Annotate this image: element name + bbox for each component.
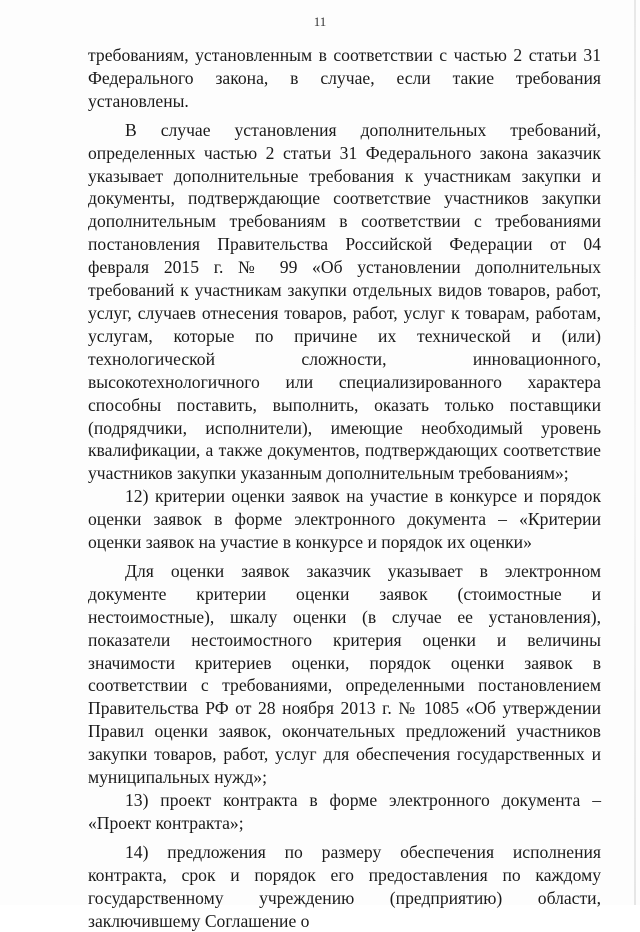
paragraph-item-12: 12) критерии оценки заявок на участие в конкурсе и порядок оценки заявок в форме электронного документа – «Критерии оценки заявок на участие в конкурсе и порядок их оценки»	[88, 486, 601, 553]
page-number: 11	[313, 14, 327, 29]
paragraph-item-13: 13) проект контракта в форме электронного документа – «Проект контракта»;	[88, 790, 601, 833]
paragraph-continuation: требованиям, установленным в соответствии с частью 2 статьи 31 Федерального закона, в случае, если такие требования установлены.	[88, 45, 601, 111]
paragraph-item-14: 14) предложения по размеру обеспечения исполнения контракта, срок и порядок его предоставления по каждому государственному учреждению (предприятию) области, заключившему Соглашение о	[88, 841, 601, 931]
scan-edge-shadow	[634, 0, 636, 905]
paragraph-additional-requirements: В случае установления дополнительных требований, определенных частью 2 статьи 31 Федерального закона заказчик указывает дополнительные требования к участникам закупки и документы, подтверждающие соответствие участников закупки дополнительным требованиям в соответствии с требованиями постановления Правительства Российской Федерации от 04 февраля 2015 г. № 99 «Об установлении дополнительных требований к участникам закупки отдельных видов товаров, работ, услуг, случаев отнесения товаров, работ, услуг к товарам, работам, услугам, которые по причине их технической и (или) технологической сложности, инновационного, высокотехнологичного или специализированного характера способны поставить, выполнить, оказать только поставщики (подрядчики, исполнители), имеющие необходимый уровень квалификации, а также документов, подтверждающих соответствие участников закупки указанным дополнительным требованиям»;	[88, 119, 601, 484]
document-body	[88, 44, 601, 932]
paragraph-evaluation-criteria: Для оценки заявок заказчик указывает в электронном документе критерии оценки заявок (стоимостные и нестоимостные), шкалу оценки (в случае ее установления), показатели нестоимостного критерия оценки и величины значимости критериев оценки, порядок оценки заявок в соответствии с требованиями, определенными постановлением Правительства РФ от 28 ноября 2013 г. № 1085 «Об утверждении Правил оценки заявок, окончательных предложений участников закупки товаров, работ, услуг для обеспечения государственных и муниципальных нужд»;	[88, 560, 601, 788]
